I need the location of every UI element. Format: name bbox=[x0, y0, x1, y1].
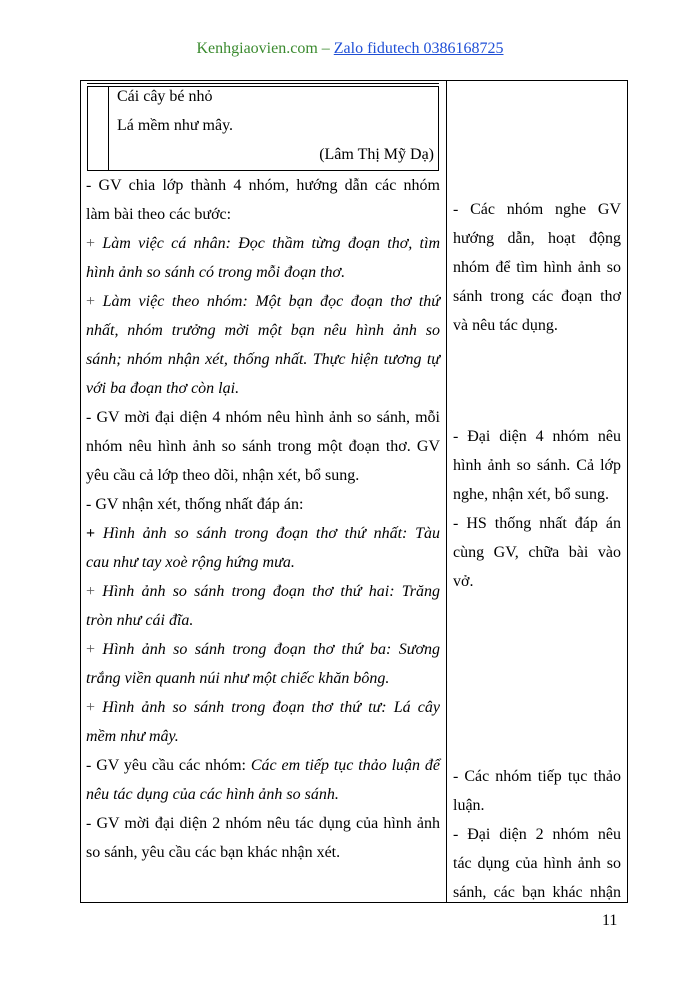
text-line: sánh; nhóm nhận xét, thống nhất. Thực hiện tương tự bbox=[86, 351, 440, 368]
text-line: nêu tác dụng của các hình ảnh so sánh. bbox=[86, 786, 339, 803]
text-line: - Các nhóm nghe GV bbox=[453, 201, 621, 218]
zalo-link[interactable]: Zalo fidutech 0386168725 bbox=[333, 40, 504, 57]
text-line: tròn như cái đĩa. bbox=[86, 612, 194, 629]
column-divider bbox=[446, 80, 447, 903]
poem-author: (Lâm Thị Mỹ Dạ) bbox=[319, 146, 434, 163]
text-line: yêu cầu cả lớp theo dõi, nhận xét, bổ sung. bbox=[86, 467, 360, 484]
text-line: so sánh, yêu cầu các bạn khác nhận xét. bbox=[86, 844, 341, 861]
text-line: - GV mời đại diện 4 nhóm nêu hình ảnh so sánh, mỗi bbox=[86, 409, 440, 426]
text-line: với ba đoạn thơ còn lại. bbox=[86, 380, 240, 397]
text-line: + Hình ảnh so sánh trong đoạn thơ thứ nhất: Tàu bbox=[86, 525, 440, 542]
student-activities-1 bbox=[453, 195, 621, 340]
student-activities-3 bbox=[453, 762, 621, 907]
text-line: + Hình ảnh so sánh trong đoạn thơ thứ tư: Lá cây bbox=[86, 699, 440, 716]
page-header bbox=[0, 40, 700, 58]
text-line: luận. bbox=[453, 797, 485, 814]
student-activities-2 bbox=[453, 422, 621, 596]
text-line: nhóm nêu hình ảnh so sánh trong một đoạn thơ. GV bbox=[86, 438, 440, 455]
text-line: cùng GV, chữa bài vào bbox=[453, 544, 621, 561]
text-line: hình ảnh so sánh. Cả lớp bbox=[453, 457, 621, 474]
text-line: - GV mời đại diện 2 nhóm nêu tác dụng của hình ảnh bbox=[86, 815, 440, 832]
text-line: - GV chia lớp thành 4 nhóm, hướng dẫn các nhóm bbox=[86, 177, 440, 194]
page-number: 11 bbox=[602, 912, 618, 929]
text-line: mềm như mây. bbox=[86, 728, 179, 745]
text-line: làm bài theo các bước: bbox=[86, 206, 232, 223]
text-line: nhất, nhóm trưởng mời một bạn nêu hình ảnh so bbox=[86, 322, 440, 339]
text-line: sánh trong các đoạn thơ bbox=[453, 288, 621, 305]
text-line: + Làm việc theo nhóm: Một bạn đọc đoạn thơ thứ bbox=[86, 293, 440, 310]
header-separator: – bbox=[317, 40, 334, 57]
text-line: nhóm để tìm hình ảnh so bbox=[453, 259, 621, 276]
text-line: trắng viền quanh núi như một chiếc khăn bông. bbox=[86, 670, 390, 687]
site-link[interactable]: Kenhgiaovien.com bbox=[196, 40, 318, 57]
text-line: vở. bbox=[453, 573, 474, 590]
text-line: sánh, các bạn khác nhận bbox=[453, 884, 621, 901]
text-line: + Làm việc cá nhân: Đọc thầm từng đoạn thơ, tìm bbox=[86, 235, 441, 252]
text-line: - GV nhận xét, thống nhất đáp án: bbox=[86, 496, 304, 513]
poem-line-1: Cái cây bé nhỏ bbox=[117, 88, 213, 105]
text-line: - Đại diện 2 nhóm nêu bbox=[453, 826, 621, 843]
teacher-activities bbox=[86, 171, 440, 867]
text-line: hướng dẫn, hoạt động bbox=[453, 230, 621, 247]
text-line: và nêu tác dụng. bbox=[453, 317, 558, 334]
text-line: - Đại diện 4 nhóm nêu bbox=[453, 428, 621, 445]
text-line: cau như tay xoè rộng hứng mưa. bbox=[86, 554, 295, 571]
text-line: + Hình ảnh so sánh trong đoạn thơ thứ ba: Sương bbox=[86, 641, 441, 658]
poem-box-inner-rule bbox=[108, 86, 109, 171]
text-line: tác dụng của hình ảnh so bbox=[453, 855, 621, 872]
poem-box-top-rule bbox=[87, 83, 439, 84]
text-line: hình ảnh so sánh có trong mỗi đoạn thơ. bbox=[86, 264, 346, 281]
text-line: - HS thống nhất đáp án bbox=[453, 515, 621, 532]
text-line: + Hình ảnh so sánh trong đoạn thơ thứ hai: Trăng bbox=[86, 583, 440, 600]
text-line: - Các nhóm tiếp tục thảo bbox=[453, 768, 621, 785]
poem-line-2: Lá mềm như mây. bbox=[117, 117, 234, 134]
text-line: nghe, nhận xét, bổ sung. bbox=[453, 486, 609, 503]
text-line: - GV yêu cầu các nhóm: Các em tiếp tục thảo luận để bbox=[86, 757, 440, 774]
